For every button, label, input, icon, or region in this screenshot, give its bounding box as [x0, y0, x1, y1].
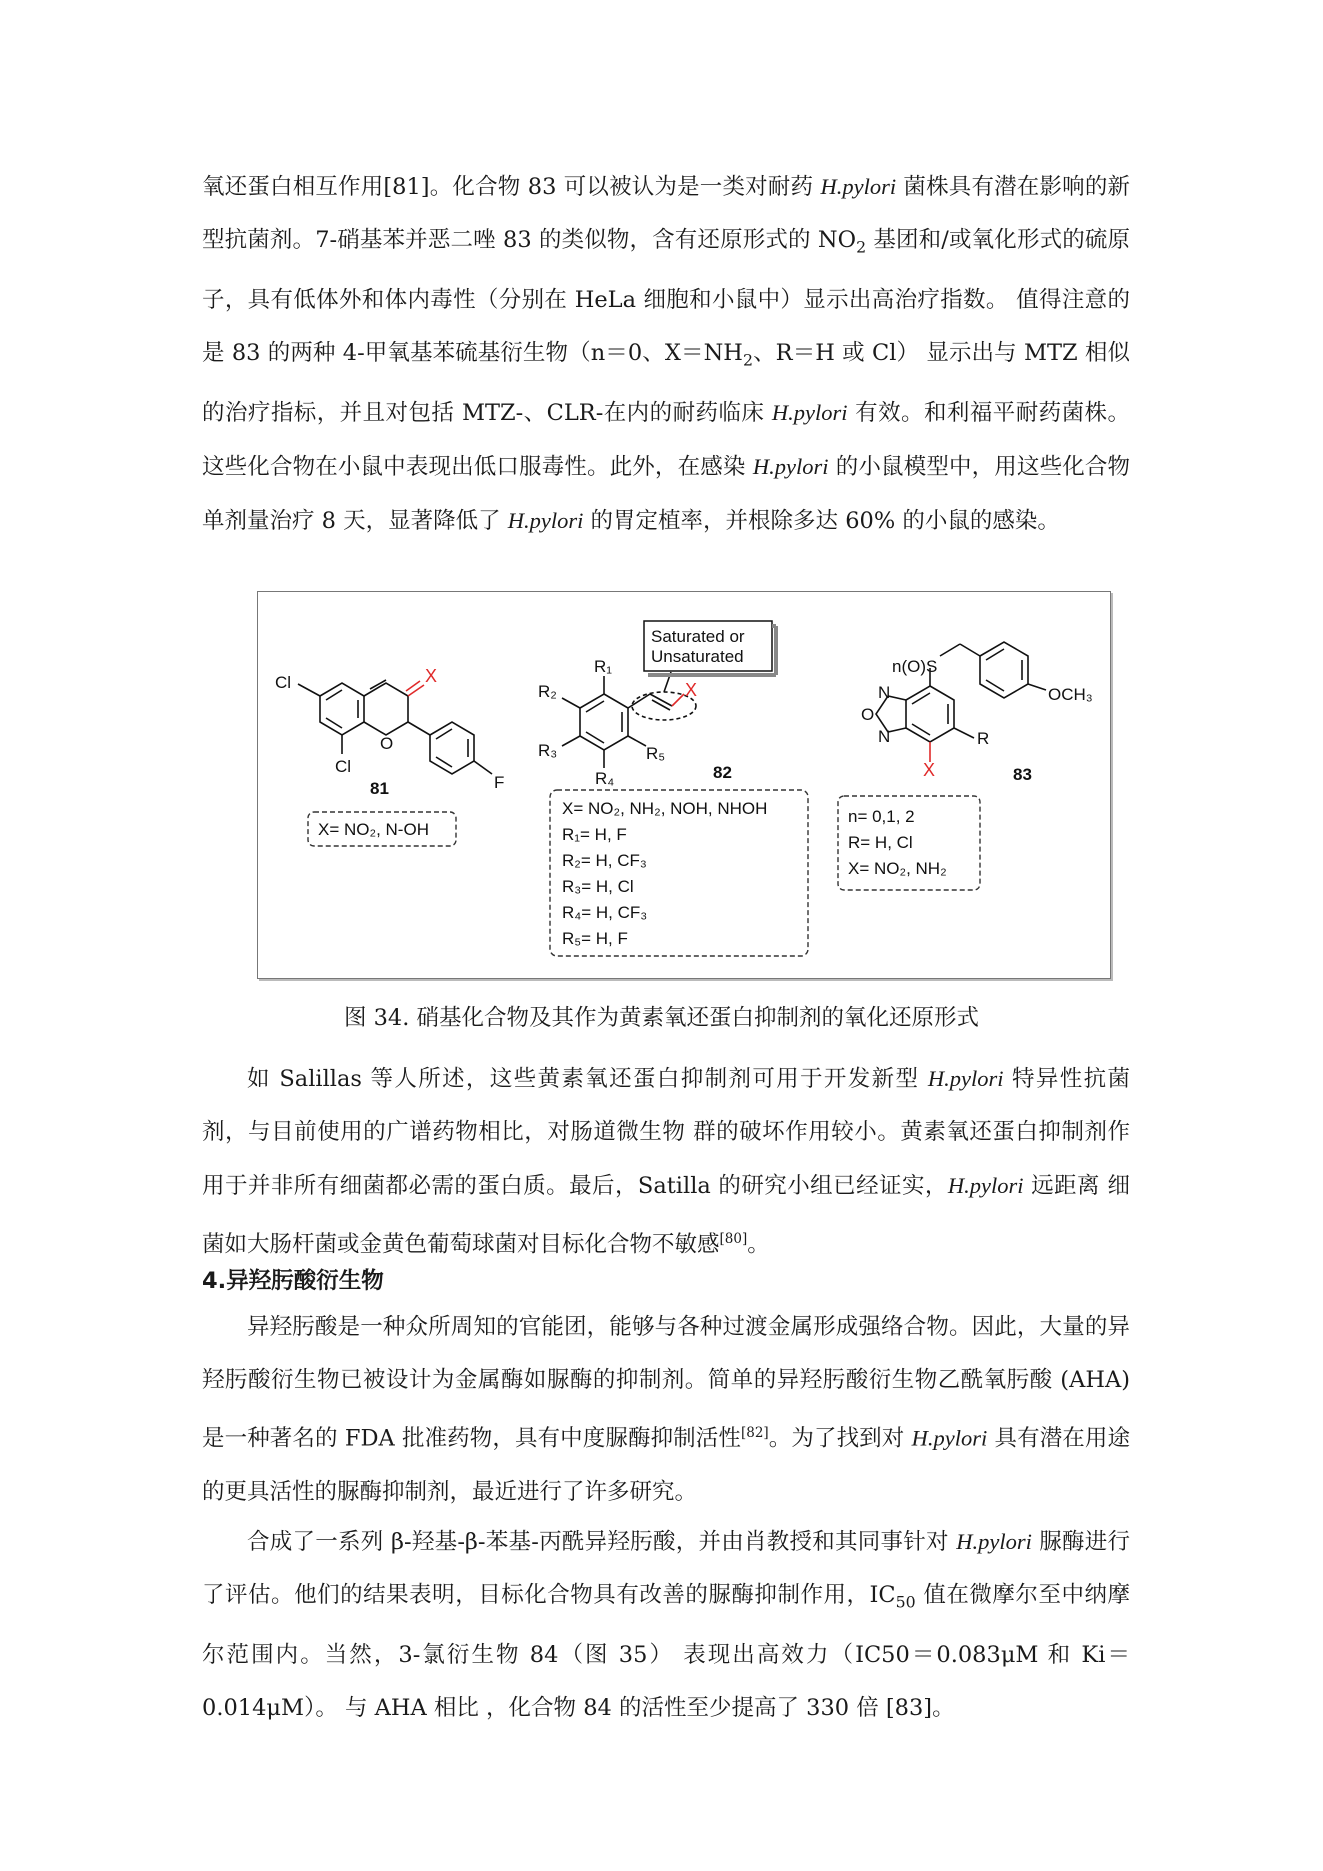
subscript: 50: [895, 1592, 916, 1612]
c82-phenyl-ring: [580, 694, 628, 750]
paragraph-1: [202, 160, 1130, 548]
c83-nitrogen-label: N: [878, 683, 891, 702]
c82-substituent-line: R₂= H, CF₃: [562, 851, 647, 870]
text-span: 菌株具有潜在影响的新型抗菌剂。7-硝基苯并恶二唑 83 的类似物，含有还原形式的 NO: [202, 174, 1131, 253]
compound-81-number: 81: [370, 779, 389, 798]
c83-x-label: X: [923, 760, 936, 780]
figure-caption: 图 34. 硝基化合物及其作为黄素氧还蛋白抑制剂的氧化还原形式: [343, 1005, 980, 1031]
c82-x-bond: [672, 694, 684, 706]
species-name: H.pylori: [752, 454, 829, 479]
text-span: 脲酶进行了评估。他们的结果表明，目标化合物具有改善的脲酶抑制作用，IC: [202, 1529, 1131, 1608]
species-name: H.pylori: [956, 1529, 1032, 1554]
c83-oxygen-label: O: [861, 705, 875, 724]
text-span: 异羟肟酸是一种众所周知的官能团，能够与各种过渡金属形成强络合物。因此，大量的异羟肟酸衍生物已被设计为金属酶如脲酶的抑制剂。简单的异羟肟酸衍生物乙酰氧肟酸 (AHA) 是一种著名的 FDA 批准药物，具有中度脲酶抑制活性: [202, 1314, 1130, 1452]
text-span: 值在微摩尔至中纳摩尔范围内。当然，3-氯衍生物 84（图 35） 表现出高效力（IC50＝0.083μM 和 Ki＝0.014μM）。 与 AHA 相比 ，化合物 84 的活性至少提高了 330 倍 [83]。: [202, 1582, 1131, 1721]
species-name: H.pylori: [947, 1173, 1024, 1198]
text-span: 远距离 细菌如大肠杆菌或金黄色葡萄球菌对目标化合物不敏感: [202, 1173, 1130, 1258]
c81-cl-top-label: Cl: [275, 673, 292, 692]
c82-r2-label: R₂: [538, 682, 557, 701]
c82-substituent-line: R₄= H, CF₃: [562, 903, 648, 922]
subscript: 2: [856, 237, 867, 257]
text-span: 基团和/或氧化形式的硫原子，具有低体外和体内毒性（分别在 HeLa 细胞和小鼠中）显示出高治疗指数。 值得注意的是 83 的两种 4-甲氧基苯硫基衍生物（n＝0、X＝NH: [202, 227, 1131, 366]
compound-83-number: 83: [1013, 765, 1032, 784]
c82-x-label: X: [685, 680, 698, 700]
paragraph-4: [202, 1515, 1130, 1735]
c82-substituent-line: R₃= H, Cl: [562, 877, 634, 896]
citation-superscript: [82]: [740, 1425, 769, 1441]
c81-oxygen-label: O: [380, 734, 394, 753]
species-name: H.pylori: [820, 174, 897, 199]
callout-line-1: Saturated or: [651, 627, 745, 646]
text-span: 、R＝H 或 Cl） 显示出与 MTZ 相似的治疗指标，并且对包括 MTZ-、CLR-在内的耐药临床: [202, 339, 1131, 426]
c81-fluorine-label: F: [494, 773, 505, 792]
compound-82-number: 82: [713, 763, 732, 782]
c82-substituent-line: R₅= H, F: [562, 929, 628, 948]
text-span: 。为了找到对: [768, 1425, 912, 1452]
c83-nitrogen-label: N: [878, 727, 891, 746]
c82-r5-label: R₅: [646, 744, 666, 763]
c81-x-label: X: [425, 666, 438, 686]
species-name: H.pylori: [507, 508, 584, 533]
c81-pyran-ring: [364, 683, 408, 735]
text-span: 特异性抗菌剂，与目前使用的广谱药物相比，对肠道微生物 群的破坏作用较小。黄素氧还蛋白抑制剂作用于并非所有细菌都必需的蛋白质。最后，Satilla 的研究小组已经证实，: [202, 1066, 1131, 1199]
c83-benzo-ring: [906, 686, 954, 742]
species-name: H.pylori: [927, 1066, 1004, 1091]
figure-34-structures: [257, 591, 1111, 979]
text-span: 氧还蛋白相互作用[81]。化合物 83 可以被认为是一类对耐药: [202, 174, 821, 200]
c83-substituent-line: X= NO₂, NH₂: [848, 859, 947, 878]
c81-substituent-text: X= NO₂, N-OH: [318, 820, 429, 839]
c83-substituent-line: n= 0,1, 2: [848, 807, 915, 826]
text-span: 具有潜在用途的更具活性的脲酶抑制剂，最近进行了许多研究。: [202, 1425, 1130, 1505]
citation-superscript: [80]: [719, 1231, 748, 1247]
c82-substituent-line: R₁= H, F: [562, 825, 627, 844]
text-span: 。: [747, 1231, 770, 1258]
species-name: H.pylori: [911, 1425, 988, 1451]
c81-x-bond: [408, 685, 424, 696]
c81-cl-bottom-label: Cl: [335, 757, 352, 776]
text-span: 的胃定植率，并根除多达 60% 的小鼠的感染。: [583, 508, 1060, 534]
c82-r3-label: R₃: [538, 741, 558, 760]
c82-substituent-line: X= NO₂, NH₂, NOH, NHOH: [562, 799, 768, 818]
text-span: 如 Salillas 等人所述，这些黄素氧还蛋白抑制剂可用于开发新型: [247, 1066, 928, 1092]
c83-r-label: R: [977, 729, 990, 748]
paragraph-3: [202, 1301, 1130, 1519]
chemical-structures-drawing: [258, 592, 1110, 978]
callout-line-2: Unsaturated: [651, 647, 744, 666]
c83-methoxyphenyl-ring: [980, 642, 1028, 698]
text-span: 有效。和利福平耐药菌株。 这些化合物在小鼠中表现出低口服毒性。此外，在感染: [202, 400, 1130, 480]
c83-substituent-line: R= H, Cl: [848, 833, 913, 852]
text-span: 合成了一系列 β-羟基-β-苯基-丙酰异羟肟酸，并由肖教授和其同事针对: [247, 1529, 957, 1555]
c82-r1-label: R₁: [594, 657, 613, 676]
c83-methoxy-label: OCH₃: [1048, 685, 1093, 704]
section-heading: 4.异羟肟酸衍生物: [202, 1268, 384, 1294]
subscript: 2: [742, 350, 753, 369]
c82-r4-label: R₄: [595, 769, 615, 788]
c83-sulfur-group-label: n(O)S: [892, 657, 938, 676]
species-name: H.pylori: [771, 400, 848, 425]
text-span: 的小鼠模型中，用这些化合物单剂量治疗 8 天，显著降低了: [202, 454, 1131, 534]
paragraph-2: [202, 1052, 1130, 1272]
